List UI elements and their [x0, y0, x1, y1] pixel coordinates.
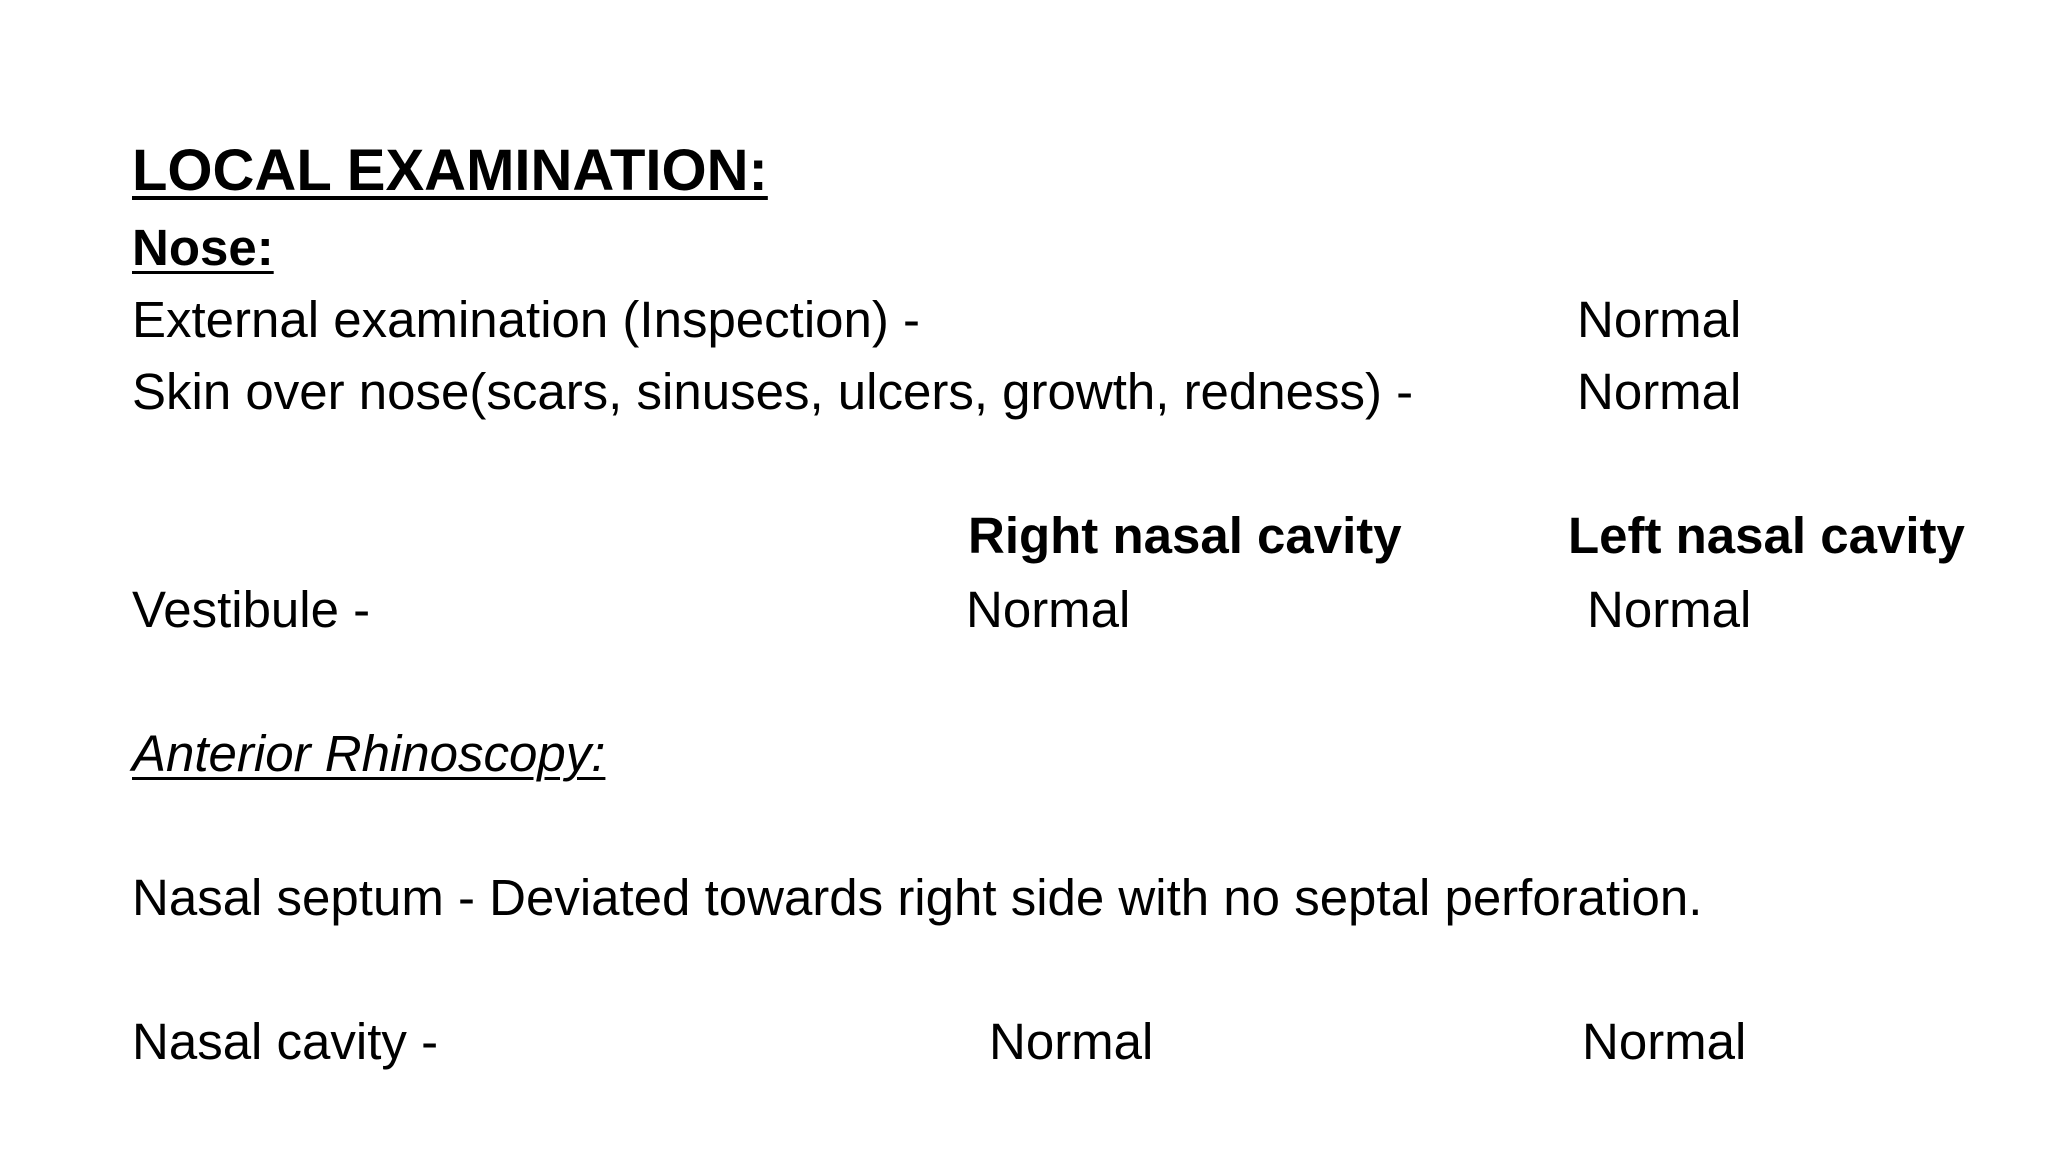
- nasal-cavity-right-value: Normal: [989, 1013, 1154, 1070]
- external-exam-value: Normal: [1577, 291, 1742, 348]
- vestibule-label: Vestibule -: [132, 581, 371, 638]
- column-header-left: Left nasal cavity: [1568, 507, 1965, 564]
- column-header-right: Right nasal cavity: [968, 507, 1402, 564]
- external-exam-label: External examination (Inspection) -: [132, 291, 921, 348]
- rhinoscopy-heading: Anterior Rhinoscopy:: [132, 725, 606, 782]
- vestibule-right-value: Normal: [966, 581, 1131, 638]
- page-title: LOCAL EXAMINATION:: [132, 138, 768, 203]
- nose-subtitle: Nose:: [132, 219, 274, 276]
- skin-value: Normal: [1577, 363, 1742, 420]
- nasal-septum-line: Nasal septum - Deviated towards right side with no septal perforation.: [132, 869, 1703, 926]
- nasal-cavity-label: Nasal cavity -: [132, 1013, 439, 1070]
- nasal-cavity-left-value: Normal: [1582, 1013, 1747, 1070]
- vestibule-left-value: Normal: [1587, 581, 1752, 638]
- skin-label: Skin over nose(scars, sinuses, ulcers, growth, redness) -: [132, 363, 1414, 420]
